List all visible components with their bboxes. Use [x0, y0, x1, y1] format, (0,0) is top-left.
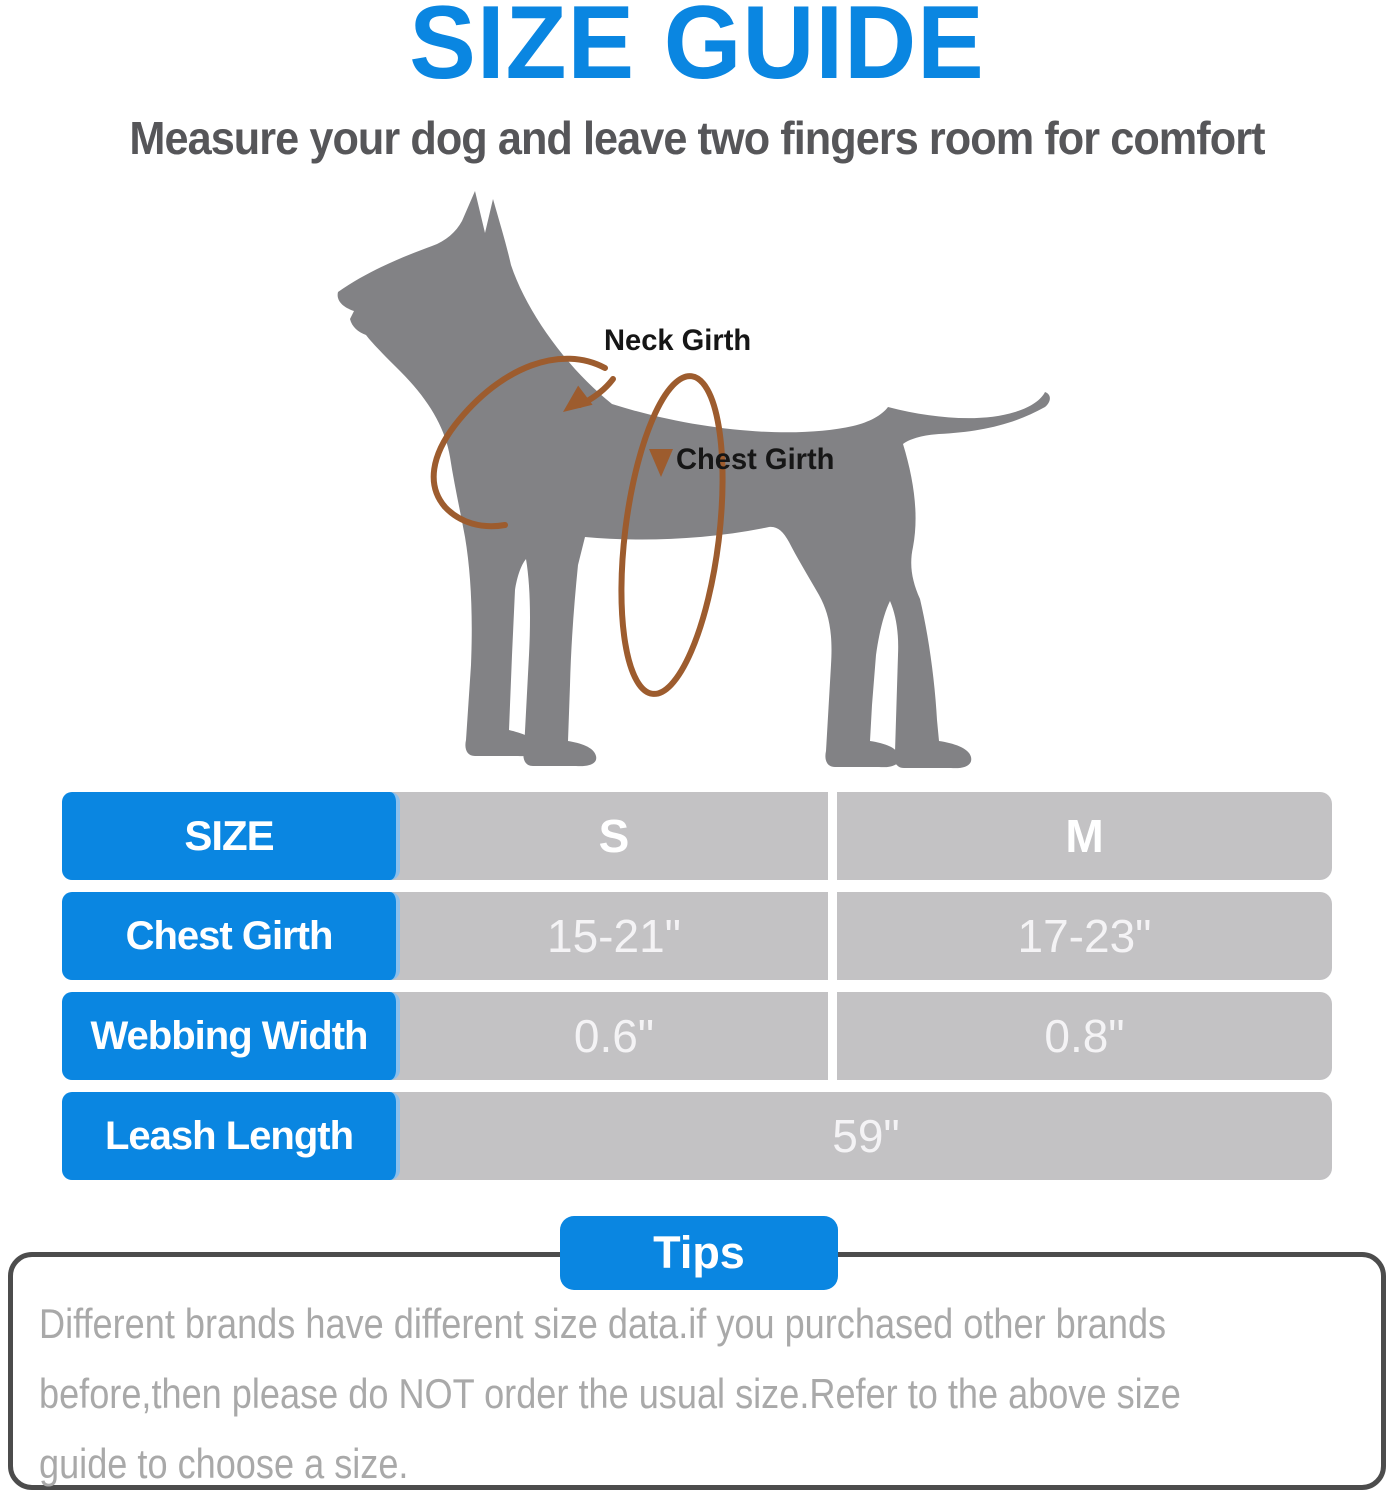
dog-silhouette	[338, 191, 1050, 768]
leash-length-row	[62, 1092, 1332, 1180]
chest-girth-s-value: 15-21"	[547, 910, 681, 962]
column-divider	[828, 891, 837, 981]
webbing-width-label-cell: Webbing Width	[62, 992, 400, 1080]
leash-length-value: 59"	[832, 1110, 900, 1162]
dog-diagram	[280, 185, 1100, 785]
header-label-cell: SIZE	[62, 792, 400, 880]
tips-badge: Tips	[560, 1216, 838, 1290]
neck-girth-label: Neck Girth	[604, 324, 752, 357]
header-size-m: M	[1065, 810, 1104, 862]
chest-girth-label-cell: Chest Girth	[62, 892, 400, 980]
tips-text-line: guide to choose a size.	[39, 1440, 409, 1487]
tips-text-line: Different brands have different size data.if you purchased other brands	[39, 1300, 1167, 1347]
page-subtitle: Measure your dog and leave two fingers room for comfort	[129, 112, 1265, 164]
webbing-width-row	[62, 992, 1332, 1080]
column-divider	[828, 991, 837, 1081]
header-size-s: S	[598, 810, 630, 862]
webbing-width-m-value: 0.8"	[1044, 1010, 1125, 1062]
chest-girth-m-value: 17-23"	[1017, 910, 1152, 962]
page-title: SIZE GUIDE	[409, 0, 985, 101]
webbing-width-s-value: 0.6"	[573, 1010, 655, 1062]
column-divider	[828, 791, 837, 881]
leash-length-label-cell: Leash Length	[62, 1092, 400, 1180]
tips-text	[39, 1289, 1371, 1499]
chest-girth-row	[62, 892, 1332, 980]
chest-girth-label: Chest Girth	[676, 443, 835, 476]
tips-text-line: before,then please do NOT order the usual size.Refer to the above size	[39, 1370, 1181, 1417]
size-table-header-row	[62, 792, 1332, 880]
